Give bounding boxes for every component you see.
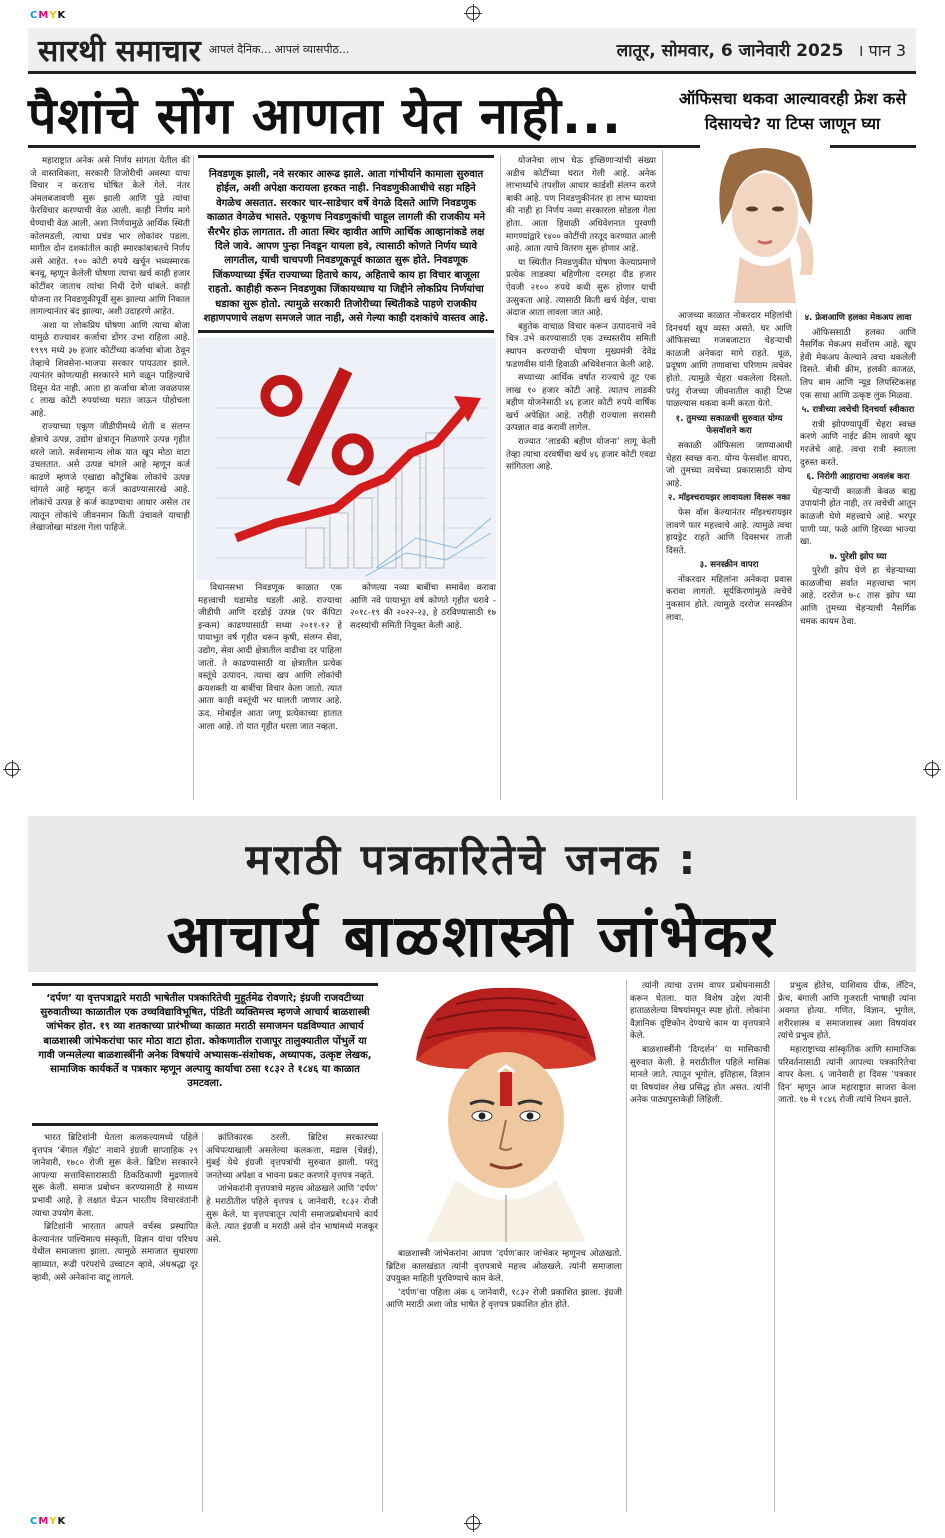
- story3-column-1: भारत ब्रिटिशांनी घेतला कलकत्त्यामध्ये पहिले वृत्तपत्र ‘बेंगाल गॅझेट’ नावाने इंग्रजी साप्ताहिक २९ जानेवारी, १७८० रोजी सुरू केले. ब्रिटिश सरकारने आपल्या सत्ताविस्तारासाठी ठिकठिकाणी मुद्रणालये सुरू केली. समाज प्रबोधन करण्यासाठी हे माध्यम प्रभावी आहे, हे लक्षात घेऊन भारतीय विचारवंतांनी त्याचा उपयोग केला. ब्रिटिशांनी भारतात आपले वर्चस्व प्रस्थापित केल्यानंतर पाश्चिमात्य संस्कृती, विज्ञान यांचा परिचय येथील समाजाला झाला. त्यामुळे समाजात सुधारणा व्हाव्यात, रूढी परंपरांचे उच्चाटन व्हावे, अंधश्रद्धा दूर व्हावी, असे अनेकांना वाटू लागले.: [32, 1133, 198, 1283]
- registration-mark-top: CMYK: [30, 10, 67, 21]
- jambhekar-portrait: [386, 980, 622, 1242]
- masthead: [28, 28, 916, 74]
- story2-column-1: आजच्या काळात नोकरदार महिलांची दिनचर्या खूप व्यस्त असते. घर आणि ऑफिसच्या गजबजाटात चेहऱ्याची काळजी अनेकदा मागे राहते. धूळ, प्रदूषण आणि तणावाचा परिणाम त्वचेवर होतो. त्यामुळे चेहरा थकलेला दिसतो. परंतु रोजच्या जीवनातील काही टिप्स पाळल्यास थकवा कमी करता येतो. १. तुमच्या सकाळची सुरुवात योग्य फेसवॉशने करा सकाळी ऑफिसला जाण्याआधी चेहरा स्वच्छ करा. योग्य फेसवॉश वापरा, जो तुमच्या त्वचेच्या प्रकारासाठी योग्य आहे. २. मॉइश्चरायझर लावायला विसरू नका फेस वॉश केल्यानंतर मॉइश्चरायझर लावणे फार महत्त्वाचे आहे. त्यामुळे त्वचा हायड्रेट राहते आणि दिवसभर ताजी दिसते. ३. सनस्क्रीन वापरा नोकरदार महिलांना अनेकदा प्रवास करावा लागतो. सूर्यकिरणांमुळे त्वचेचे नुकसान होते. त्यामुळे दररोज सनस्क्रीन लावा.: [666, 311, 792, 623]
- column-divider: [774, 980, 775, 1512]
- crop-mark-icon: [925, 762, 939, 776]
- page-number: । पान 3: [857, 40, 906, 60]
- story3-headline-line1: मराठी पत्रकारितेचे जनक :: [245, 835, 699, 884]
- column-divider: [500, 155, 501, 800]
- registration-mark-bottom: CMYK: [30, 1516, 67, 1527]
- column-divider: [382, 1132, 383, 1512]
- column-divider: [626, 980, 627, 1512]
- crop-mark-icon: [466, 6, 480, 20]
- crop-mark-icon: [466, 1516, 480, 1530]
- story1-column-3: योजनेचा लाभ घेऊ इच्छिणाऱ्यांची संख्या अडीच कोटींच्या घरात गेली आहे. अनेक लाभार्थ्यांचे तपशील आधार कार्डशी संलग्न करणे बाकी आहे. पण निवडणुकीनंतर हा लाभ घ्यायचा की नाही हा निर्णय नव्या सरकारला सोडला गेला होता. आता हिवाळी अधिवेशनात पुरवणी मागण्यांद्वारे १४०० कोटींची तरतूद करण्यात आली आहे. आता त्याचे वितरण सुरू होणार आहे. या स्थितीत निवडणुकीत घोषणा केल्याप्रमाणे प्रत्येक लाडक्या बहिणीला दरमहा दीड हजार ऐवजी २१०० रुपये कधी सुरू होणार याची उत्सुकता आहे. त्यासाठी किती खर्च येईल, याचा अंदाज आता लावला जात आहे. बहुतेक वाचाळ विचार करून उत्पादनाचे नवे चित्र उभे करण्यासाठी एक उच्चस्तरीय समिती स्थापन करण्याची घोषणा मुख्यमंत्री देवेंद्र फडणवीस यांनी हिवाळी अधिवेशनात केली आहे. सध्याच्या आर्थिक वर्षात राज्याचे तूट एक लाख १० हजार कोटी आहे. त्यातच लाडकी बहीण योजनेसाठी ४६ हजार कोटी रुपये वार्षिक खर्च अपेक्षित आहे. तरीही राज्याला सरासरी उत्पन्नात वाढ करावी लागेल. राज्यात ‘लाडकी बहीण योजना’ लागू केली तेव्हा त्याचा दरवर्षीचा खर्च ४६ हजार कोटी एवढा सांगितला आहे.: [506, 156, 656, 473]
- crop-mark-icon: [5, 762, 19, 776]
- newspaper-brand: सारथी समाचार: [38, 34, 201, 69]
- story3-column-5: प्रभुत्व होतेच, याशिवाय ग्रीक, लॅटिन, फ्रेंच, बंगाली आणि गुजराती भाषाही त्यांना अवगत होत्या. गणित, विज्ञान, भूगोल, शरीरशास्त्र व समाजशास्त्र अशा विषयांवर त्यांचे प्रभुत्व होते. महाराष्ट्राच्या सांस्कृतिक आणि सामाजिक परिवर्तनासाठी त्यांनी आपल्या पत्रकारितेचा वापर केला. ६ जानेवारी हा दिवस ‘पत्रकार दिन’ म्हणून आज महाराष्ट्रात साजरा केला जातो. १७ मे १८४६ रोजी त्यांचे निधन झाले.: [778, 981, 916, 1106]
- story3-intro-box: ‘दर्पण’ या वृत्तपत्राद्वारे मराठी भाषेतील पत्रकारितेची मुहूर्तमेढ रोवणारे; इंग्रजी राजवटीच्या सुरुवातीच्या काळातील एक उच्चविद्याविभूषित, पंडिती व्यक्तिमत्त्व म्हणजे आचार्य बाळशास्त्री जांभेकर होत. १९ व्या शतकाच्या प्रारंभीच्या काळात मराठी समाजमन घडविण्यात आचार्य बाळशास्त्री जांभेकरांचा फार मोठा वाटा होता. कोकणातील राजापूर तालुक्यातील पोंभुर्ले या गावी जन्मलेल्या बाळशास्त्रींनी अनेक विषयांचे अभ्यासक-संशोधक, अध्यापक, उत्कृष्ट लेखक, सामाजिक कार्यकर्ते व पत्रकार म्हणून अल्पायु कार्याचा ठसा १८३२ ते १८४६ या काळात उमटवला.: [32, 983, 378, 1126]
- column-divider: [662, 150, 663, 800]
- story2-headline: ऑफिसचा थकवा आल्यावरही फ्रेश कसे दिसायचे? या टिप्स जाणून घ्या: [678, 89, 907, 133]
- story1-column-2: विधानसभा निवडणूक काळात एक महत्त्वाची घडामोड घडली आहे. राज्याचा जीडीपी आणि दरडोई उत्पन्न (पर कॅपिटा इन्कम) काढण्यासाठी सध्या २०११-१२ हे पायाभूत वर्ष गृहीत धरून कृषी, संलग्न सेवा, उद्योग, सेवा आदी क्षेत्रातील वाढीचा दर पाहिला जातो. ते काढण्यासाठी या क्षेत्रातील प्रत्येक वस्तूंचे उत्पादन, त्याचा खप आणि लोकांची क्रयशक्ती या बाबींचा विचार केला जातो. त्यात आता काही वस्तूंची भर घालती जाणार आहे. ऊद. मोबाईल आता जणू प्रत्येकाच्या हातात आला आहे. तो यात गृहीत धरला जात नव्हता.: [198, 583, 342, 732]
- story3-column-3: बाळशास्त्री जांभेकरांना आपण ‘दर्पण’कार जांभेकर म्हणूनच ओळखतो. ब्रिटिश कालखंडात त्यांनी वृत्तपत्राचे महत्त्व ओळखले. त्यांनी समाजाला उपयुक्त माहिती पुरविण्याचे काम केले. ‘दर्पण’चा पहिला अंक ६ जानेवारी, १८३२ रोजी प्रकाशित झाला. इंग्रजी आणि मराठी अशा जोड भाषेत हे वृत्तपत्र प्रकाशित होत होते.: [386, 1249, 622, 1311]
- story3-column-4: त्यांनी त्याचा उत्तम वापर प्रबोधनासाठी करून घेतला. यात विशेष उद्देश त्यांनी हाताळलेल्या विषयांमधून स्पष्ट होतो. लोकांना वैज्ञानिक दृष्टिकोन देण्याचे काम या वृत्तपत्राने केले. बाळशास्त्रींनी ‘दिग्दर्शन’ या मासिकाची सुरुवात केली. हे मराठीतील पहिले मासिक मानले जाते. त्यातून भूगोल, इतिहास, विज्ञान या विषयांवर लेख प्रसिद्ध होत असत. त्यांनी अनेक पाठ्यपुस्तकेही लिहिली.: [630, 981, 770, 1106]
- tagline: आपलं दैनिक... आपलं व्यासपीठ...: [208, 43, 350, 56]
- story1-summary-box: निवडणूक झाली, नवे सरकार आरूढ झाले. आता गांभीर्याने कामाला सुरुवात होईल, अशी अपेक्षा करायला हरकत नाही. निवडणुकीआधीचे सहा महिने वेगळेच असतात. सरकार चार-साडेचार वर्षे वेगळे दिसते आणि निवडणुक काळात वेगळेच भासते. एकूणच निवडणुकांची चाहूल लागली की राजकीय मने सैरभैर होऊ लागतात. ती आता स्थिर व्हावीत आणि आर्थिक आव्हानांकडे लक्ष दिले जावे. आपण पुन्हा निवडून यायला हवे, त्यासाठी कोणते निर्णय घ्यावे लागतील, याची चाचपणी निवडणूकपूर्व काळात सुरू होते. निवडणूक जिंकण्याच्या ईर्षेत राज्याच्या हिताचे काय, अहिताचे काय हा विचार बाजूला राहतो. काहीही करून निवडणुका जिंकायच्याच या जिद्दीने लोकप्रिय निर्णयांचा धडाका सुरू होतो. त्यामुळे सरकारी तिजोरीच्या स्थितीकडे पाहणे राजकीय शहाणपणाचे लक्षण समजले जात नाही, असे गेल्या काही दशकांचे वास्तव आहे.: [198, 155, 494, 333]
- story3-headline-line2: आचार्य बाळशास्त्री जांभेकर: [166, 902, 778, 970]
- column-divider: [193, 155, 194, 800]
- story1-headline: पैशांचे सोंग आणता येत नाही...: [28, 87, 623, 145]
- column-divider: [796, 310, 797, 800]
- story1-column-1: महाराष्ट्रात अनेक असे निर्णय सांगता येतील की जे वास्तविकता, सरकारी तिजोरीची अवस्था याचा विचार न करताच घोषित केले गेले. नंतर अंमलबजावणी सुरू झाली आणि पुढे त्यांचा फेरविचार करण्याची वेळ आली. काही निर्णय मागे घेण्याची वेळ आली. अशा निर्णयामुळे आर्थिक स्थिती कोलमडली, त्याचा प्रचंड भार लोकांवर पडला. मागील दोन दशकांतील काही स्मारकांबाबतचे निर्णय असे आहेत. १०० कोटी रुपये खर्चून भव्यस्मारक बनवू, म्हणून केलेली घोषणा त्याचा खर्च काही हजार कोटींवर जाताच त्यांचा निधी देणे थांबले. काही योजना तर निवडणुकीपूर्वी सुरू झाल्या आणि निकाल लागल्यानंतर बंद झाल्या, अशी उदाहरणे आहेत. अशा या लोकप्रिय घोषणा आणि त्याचा बोजा यामुळे राज्यावर कर्जाचा डोंगर उभा राहिला आहे. १९९९ मध्ये ३७ हजार कोटींच्या कर्जाचा बोजा ठेवून तेव्हाचे शिवसेना-भाजपा सरकार पायउतार झाले. त्यानंतर कोणत्याही सरकारने मागे वळून पाहिल्याचे दिसून येत नाही. आता हा कर्जाचा बोजा जवळपास ८ लाख कोटी रुपयांच्या घरात जाऊन पोहोचला आहे. राज्याच्या एकूण जीडीपीमध्ये शेती व संलग्न क्षेत्राचे उत्पन्न, उद्योग क्षेत्रातून मिळणारे उत्पन्न गृहीत धरले जाते. सर्वसामान्य लोक यात खूप मोठा वाटा उचलतात. असे उत्पन्न चांगले आहे म्हणून कर्ज काढणे म्हणजे एखाद्या कौटुंबिक लोकांचे उत्पन्न चांगले आहे म्हणून कर्ज काढण्यासारखे आहे. लोकांचे उत्पन्न हे कर्ज काढण्याचा आधार असेल तर त्यातून लोकांचे जीवनमान किती उंचावले याचाही लेखाजोखा मांडला गेला पाहिजे.: [30, 156, 190, 534]
- percent-growth-graphic: [196, 338, 496, 580]
- story2-column-2: ४. फ्रेशआणि हलका मेकअप लावा ऑफिससाठी हलका आणि नैसर्गिक मेकअप सर्वोत्तम आहे. खूप हेवी मेकअप केल्याने त्वचा थकलेली दिसते. बीबी क्रीम, हलकी काजळ, लिप बाम आणि न्यूड लिपस्टिकसह एक साधा आणि उत्कृष्ट लुक मिळवा. ५. रात्रीच्या त्वचेची दिनचर्या स्वीकारा रात्री झोपण्यापूर्वी चेहरा स्वच्छ करणे आणि नाईट क्रीम लावणे खूप गरजेचे आहे. त्वचा रात्री स्वतःला दुरुस्त करते. ६. निरोगी आहाराचा अवलंब करा चेहऱ्याची काळजी केवळ बाह्य उपायांनी होत नाही, तर त्वचेची आतून काळजी घेणे महत्त्वाचे आहे. भरपूर पाणी प्या, फळे आणि हिरव्या भाज्या खा. ७. पुरेशी झोप घ्या पुरेशी झोप घेणे हा चेहऱ्याच्या काळजीचा सर्वात महत्त्वाचा भाग आहे. दररोज ७-८ तास झोप घ्या आणि तुमच्या चेहऱ्याची नैसर्गिक चमक कायम ठेवा.: [800, 313, 916, 627]
- column-divider: [202, 1132, 203, 1512]
- story1-column-2b: कोणत्या नव्या बाबींचा समावेश करावा आणि नवे पायाभूत वर्ष कोणते गृहीत धरावे - २०१८-१९ की २०२२-२३, हे ठरविण्यासाठी १७ सदस्यांची समिती नियुक्त केली आहे.: [350, 583, 496, 631]
- story3-column-2: क्रांतिकारक ठरली. ब्रिटिश सरकारच्या अधिपत्याखाली असलेल्या कलकत्ता, मद्रास (चेन्नई), मुंबई येथे इंग्रजी वृत्तपत्रांची सुरुवात झाली. परंतु जनतेच्या अपेक्षा व भावना प्रकट करणारे वृत्तपत्र नव्हते. जांभेकरांनी वृत्तपत्राचे महत्त्व ओळखले आणि ‘दर्पण’ हे मराठीतील पहिले वृत्तपत्र ६ जानेवारी, १८३२ रोजी सुरू केले. या वृत्तपत्रातून त्यांनी समाजप्रबोधनाचे कार्य केले. त्यात इंग्रजी व मराठी असे दोन भाषांमध्ये मजकूर असे.: [206, 1133, 378, 1245]
- dateline: लातूर, सोमवार, 6 जानेवारी 2025: [616, 41, 844, 61]
- story3-headline-banner: [28, 816, 916, 972]
- woman-face-photo: [700, 145, 830, 303]
